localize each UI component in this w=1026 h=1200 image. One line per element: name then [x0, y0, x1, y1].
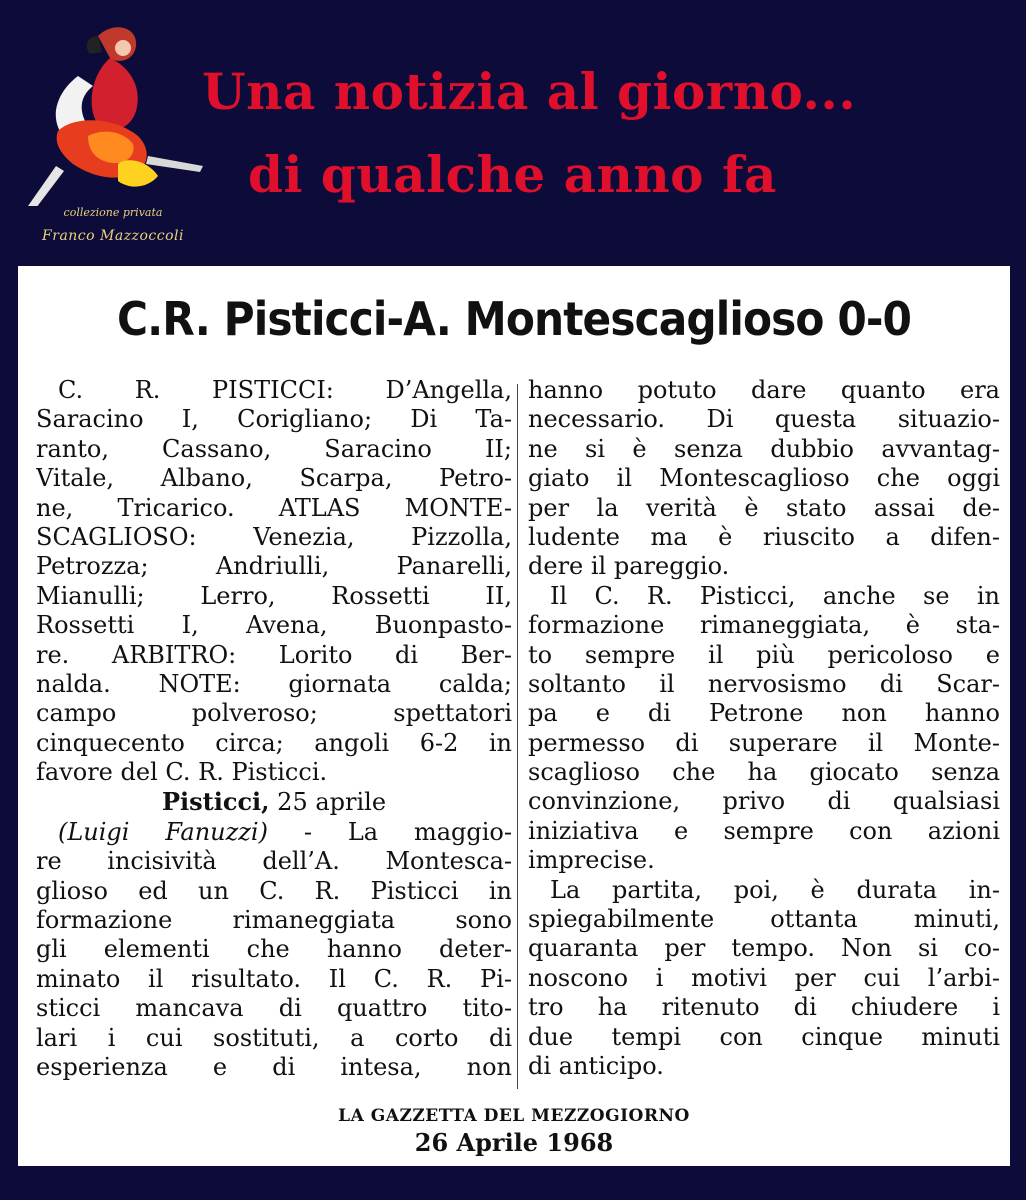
text-line: glioso ed un C. R. Pisticci in — [36, 876, 512, 905]
page-title-line1: Una notizia al giorno... — [202, 62, 857, 121]
dateline-date: 25 aprile — [277, 788, 387, 817]
page-title-line2: di qualche anno fa — [248, 145, 777, 204]
text-line: ranto, Cassano, Saracino II; — [36, 434, 512, 463]
newspaper-source: LA GAZZETTA DEL MEZZOGIORNO — [338, 1106, 690, 1126]
text-line: spiegabilmente ottanta minuti, — [528, 905, 1000, 934]
publication-date: 26 Aprile 1968 — [414, 1128, 614, 1157]
text-line: per la verità è stato assai de- — [528, 493, 1000, 522]
logo — [18, 16, 208, 248]
dancer-logo-icon — [18, 16, 208, 206]
text-line: SCAGLIOSO: Venezia, Pizzolla, — [36, 522, 512, 551]
text-line: convinzione, privo di qualsiasi — [528, 787, 1000, 816]
dateline — [36, 787, 512, 817]
text-line: esperienza e di intesa, non — [36, 1053, 512, 1082]
text-line: imprecise. — [528, 846, 655, 875]
newspaper-clipping — [18, 266, 1010, 1166]
text-line: cinquecento circa; angoli 6-2 in — [36, 728, 512, 757]
text-line: giato il Montescaglioso che oggi — [528, 464, 1000, 493]
text-line: noscono i motivi per cui l’arbi- — [528, 963, 1000, 992]
byline: (Luigi Fanuzzi) — [58, 817, 268, 846]
text-line: Saracino I, Corigliano; Di Ta- — [36, 405, 512, 434]
text-line: necessario. Di questa situazio- — [528, 405, 1000, 434]
article-column-left — [36, 376, 512, 1082]
text-line: pa e di Petrone non hanno — [528, 699, 1000, 728]
byline-rest: - La maggio- — [303, 817, 512, 846]
text-line: ne, Tricarico. ATLAS MONTE- — [36, 493, 512, 522]
text-line: favore del C. R. Pisticci. — [36, 758, 328, 787]
text-line: quaranta per tempo. Non si co- — [528, 934, 1000, 963]
text-line: Rossetti I, Avena, Buonpasto- — [36, 611, 512, 640]
text-line: soltanto il nervosismo di Scar- — [528, 669, 1000, 698]
text-line: re. ARBITRO: Lorito di Ber- — [36, 640, 512, 669]
text-line: campo polveroso; spettatori — [36, 699, 512, 728]
byline-line — [36, 818, 512, 847]
text-line: di anticipo. — [528, 1052, 664, 1081]
text-line: sticci mancava di quattro tito- — [36, 994, 512, 1023]
text-line: ne si è senza dubbio avvantag- — [528, 434, 1000, 463]
text-line: Petrozza; Andriulli, Panarelli, — [36, 552, 512, 581]
text-line: dere il pareggio. — [528, 552, 730, 581]
text-line: formazione rimaneggiata sono — [36, 906, 512, 935]
column-divider — [517, 384, 518, 1089]
logo-caption-collection: collezione privata — [63, 206, 163, 219]
article-headline: C.R. Pisticci-A. Montescaglioso 0-0 — [116, 292, 912, 346]
text-line: permesso di superare il Monte- — [528, 728, 1000, 757]
text-line: La partita, poi, è durata in- — [550, 875, 1000, 904]
text-line: C. R. PISTICCI: D’Angella, — [58, 376, 512, 404]
text-line: formazione rimaneggiata, è sta- — [528, 611, 1000, 640]
text-line: re incisività dell’A. Montesca- — [36, 847, 512, 876]
text-line: iniziativa e sempre con azioni — [528, 816, 1000, 845]
text-line: lari i cui sostituti, a corto di — [36, 1023, 512, 1052]
text-line: Mianulli; Lerro, Rossetti II, — [36, 581, 512, 610]
text-line: ludente ma è riuscito a difen- — [528, 522, 1000, 551]
text-line: minato il risultato. Il C. R. Pi- — [36, 964, 512, 993]
text-line: due tempi con cinque minuti — [528, 1022, 1000, 1051]
text-line: hanno potuto dare quanto era — [528, 376, 1000, 404]
text-line: Vitale, Albano, Scarpa, Petro- — [36, 464, 512, 493]
text-line: gli elementi che hanno deter- — [36, 935, 512, 964]
text-line: to sempre il più pericoloso e — [528, 640, 1000, 669]
dateline-city: Pisticci, — [161, 787, 270, 817]
article-column-right — [528, 376, 1000, 1081]
text-line: scaglioso che ha giocato senza — [528, 758, 1000, 787]
text-line: tro ha ritenuto di chiudere i — [528, 993, 1000, 1022]
text-line: Il C. R. Pisticci, anche se in — [550, 581, 1000, 610]
logo-caption-owner: Franco Mazzoccoli — [42, 228, 184, 244]
text-line: nalda. NOTE: giornata calda; — [36, 669, 512, 698]
